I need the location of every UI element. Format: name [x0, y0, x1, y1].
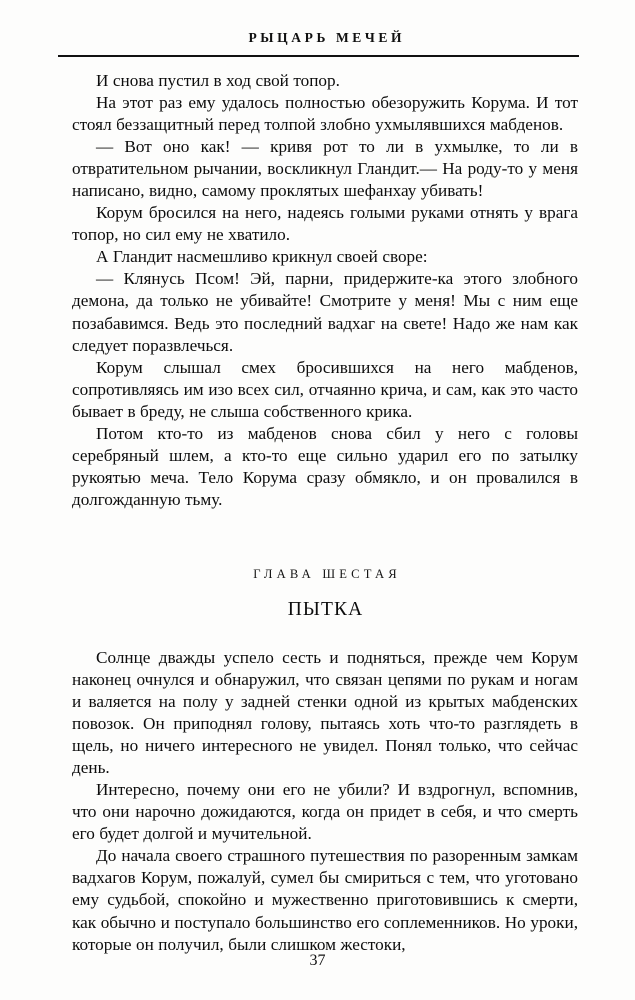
paragraph: — Вот оно как! — кривя рот то ли в ухмылке, то ли в отвратительном рычании, воскликнул Гландит.— На роду-то у меня написано, видно, самому проклятых шефанхау убивать! [72, 137, 578, 201]
paragraph: До начала своего страшного путешествия по разоренным замкам вадхагов Корум, пожалуй, сумел бы смириться с тем, что уготовано ему судьбой, спокойно и мужественно приготовившись к смерти, как обычно и поступало большинство его соплеменников. Но уроки, которые он получил, были слишком жестоки, [72, 846, 578, 954]
paragraph: А Гландит насмешливо крикнул своей своре: [96, 247, 428, 267]
page-number: 37 [309, 952, 326, 969]
chapter-number-label: ГЛАВА ШЕСТАЯ [253, 566, 401, 581]
chapter-title: ПЫТКА [287, 598, 364, 620]
paragraph: Корум слышал смех бросившихся на него мабденов, сопротивляясь им изо всех сил, отчаянно крича, и сам, как это часто бывает в бреду, не слыша собственного крика. [72, 357, 578, 421]
paragraph: Потом кто-то из мабденов снова сбил у него с головы серебряный шлем, а кто-то еще сильно ударил его по затылку рукоятью меча. Тело Корума сразу обмякло, и он провалился в долгожданную тьму. [72, 423, 578, 509]
paragraph: Интересно, почему они его не убили? И вздрогнул, вспомнив, что они нарочно дожидаются, когда он придет в себя, и что смерть его будет долгой и мучительной. [72, 780, 578, 844]
paragraph: — Клянусь Псом! Эй, парни, придержите-ка этого злобного демона, да только не убивайте! Смотрите у меня! Мы с ним еще позабавимся. Ведь это последний вадхаг на свете! Надо же нам как следует поразвлечься. [72, 269, 578, 355]
paragraph: Корум бросился на него, надеясь голыми руками отнять у врага топор, но сил ему не хватило. [72, 203, 578, 245]
header-divider-rule [58, 55, 579, 57]
body-block-before-chapter [72, 70, 578, 511]
body-block-after-chapter [72, 647, 578, 956]
running-head: РЫЦАРЬ МЕЧЕЙ [248, 30, 406, 45]
paragraph: И снова пустил в ход свой топор. [96, 71, 340, 90]
chapter-heading [72, 567, 578, 621]
text-column [72, 70, 578, 956]
paragraph: Солнце дважды успело сесть и подняться, прежде чем Корум наконец очнулся и обнаружил, что связан цепями по рукам и ногам и валяется на полу у задней стенки одной из крытых мабденских повозок. Он приподнял голову, пытаясь хоть что-то разглядеть в щель, но ничего интересного не увидел. Понял только, что сейчас день. [72, 647, 578, 778]
paragraph: На этот раз ему удалось полностью обезоружить Корума. И тот стоял беззащитный перед толпой злобно ухмылявшихся мабденов. [72, 93, 578, 135]
